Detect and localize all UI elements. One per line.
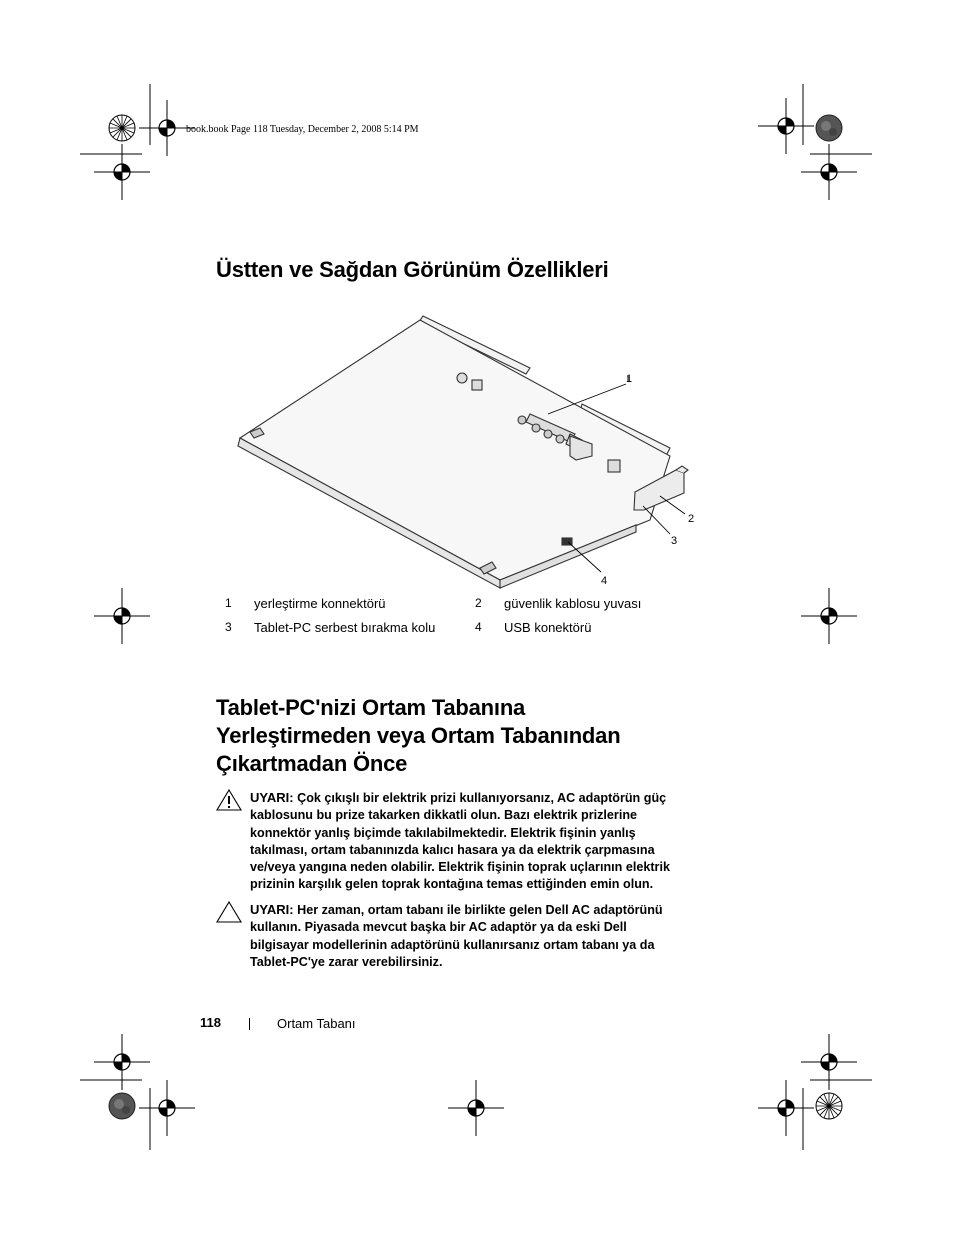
warning-label: UYARI:: [250, 902, 294, 917]
page-number: 118: [200, 1015, 221, 1030]
media-base-illustration: [230, 310, 700, 590]
callout-2: 2: [688, 513, 695, 525]
warning-line: konnektör yanlış biçimde takılabilmektedir. Elektrik fişinin yanlış: [250, 825, 636, 840]
registration-star: [816, 1093, 842, 1119]
warning-label: UYARI:: [250, 790, 294, 805]
caution-icon: [216, 901, 242, 923]
legend-label: güvenlik kablosu yuvası: [504, 596, 642, 611]
callout-1: 1: [626, 373, 633, 385]
chapter-name: Ortam Tabanı: [277, 1016, 356, 1031]
registration-mark: [94, 144, 150, 200]
legend-row: [218, 596, 688, 620]
section-title-line: Tablet-PC'nizi Ortam Tabanına: [216, 695, 526, 720]
warning-line: kullanın. Piyasada mevcut başka bir AC adaptör ya da eski Dell: [250, 920, 627, 935]
warning-block: [216, 901, 716, 971]
registration-mark: [139, 1080, 195, 1136]
section-title: Üstten ve Sağdan Görünüm Özellikleri: [216, 257, 609, 282]
warning-text: [250, 789, 716, 894]
legend-label: yerleştirme konnektörü: [254, 596, 386, 611]
registration-mark: [758, 98, 814, 154]
warning-line: Tablet-PC'ye zarar verebilirsiniz.: [250, 954, 443, 969]
registration-mark: [94, 588, 150, 644]
registration-mark: [758, 1080, 814, 1136]
registration-mark: [801, 588, 857, 644]
legend-label: Tablet-PC serbest bırakma kolu: [254, 620, 436, 635]
footer-divider: [249, 1018, 250, 1030]
callout-4: 4: [601, 575, 608, 587]
callout-3: 3: [671, 535, 678, 547]
section-title-line: Yerleştirmeden veya Ortam Tabanından: [216, 723, 621, 748]
warning-line: ve/veya yangına neden olabilir. Elektrik fişinin toprak uçlarının elektrik: [250, 860, 670, 875]
warning-line: kablosunu bu prize takarken dikkatli olun. Bazı elektrik prizlerine: [250, 808, 638, 823]
registration-mark: [801, 1034, 857, 1090]
legend-number: 3: [225, 620, 232, 634]
legend-number: 4: [475, 620, 482, 634]
registration-dark: [816, 115, 842, 141]
section-title: [216, 694, 736, 778]
legend-label: USB konektörü: [504, 620, 592, 635]
warning-text: [250, 901, 716, 971]
legend-row: [218, 620, 688, 644]
legend-number: 1: [225, 596, 232, 610]
legend-table: [218, 596, 688, 644]
print-header: book.book Page 118 Tuesday, December 2, 2008 5:14 PM: [186, 124, 419, 135]
section-title-line: Çıkartmadan Önce: [216, 751, 408, 776]
warning-line: bilgisayar modellerinin adaptörünü kullanırsanız ortam tabanı ya da: [250, 937, 655, 952]
warning-line: prizinin karşılık gelen toprak kontağına temas ettiğinden emin olun.: [250, 877, 654, 892]
registration-mark: [448, 1080, 504, 1136]
registration-mark: [94, 1034, 150, 1090]
registration-mark: [801, 144, 857, 200]
registration-dark: [109, 1093, 135, 1119]
warning-line: Her zaman, ortam tabanı ile birlikte gelen Dell AC adaptörünü: [297, 903, 663, 917]
warning-line: Çok çıkışlı bir elektrik prizi kullanıyorsanız, AC adaptörün güç: [297, 791, 667, 805]
legend-number: 2: [475, 596, 482, 610]
warning-line: takılması, ortam tabanınızda kalıcı hasara ya da elektrik çarpmasına: [250, 842, 655, 857]
registration-star: [109, 115, 135, 141]
warning-icon: [216, 789, 242, 811]
warning-block: [216, 789, 716, 894]
